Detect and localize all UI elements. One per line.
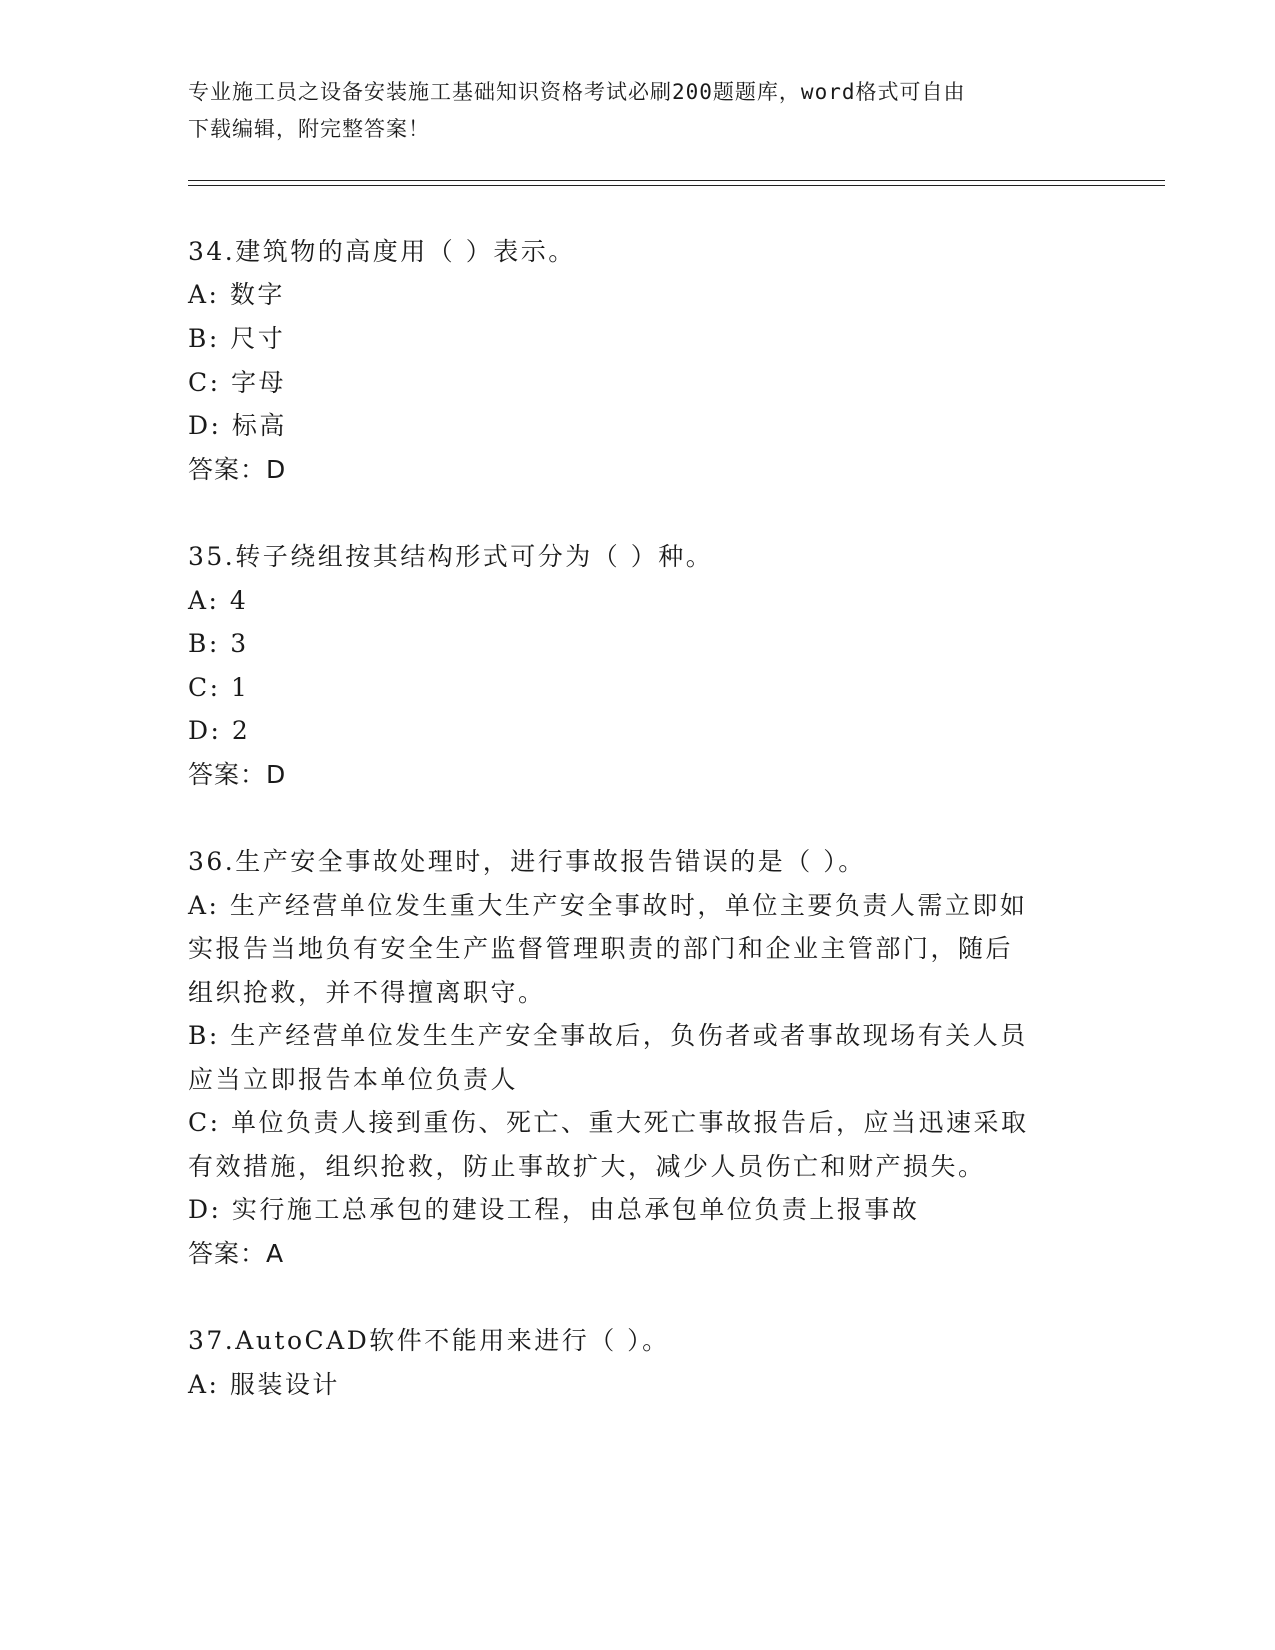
- header-line-2: 下载编辑，附完整答案！: [188, 117, 430, 141]
- question-34-option-b: B: 尺寸: [188, 324, 286, 353]
- question-34-option-c: C: 字母: [188, 368, 286, 397]
- question-37-option-a: A: 服装设计: [188, 1370, 340, 1399]
- question-36-option-b-line-1: B: 生产经营单位发生生产安全事故后，负伤者或者事故现场有关人员: [188, 1021, 1028, 1050]
- question-36-answer: 答案：A: [188, 1239, 285, 1268]
- question-35-stem: 35.转子绕组按其结构形式可分为（ ）种。: [188, 542, 714, 571]
- document-header: [188, 74, 1088, 148]
- question-34-stem: 34.建筑物的高度用（ ）表示。: [188, 237, 576, 266]
- question-35-option-b: B: 3: [188, 629, 249, 658]
- question-37-stem: 37.AutoCAD软件不能用来进行（ ）。: [188, 1326, 670, 1355]
- question-36-option-c-line-2: 有效措施，组织抢救，防止事故扩大，减少人员伤亡和财产损失。: [188, 1152, 986, 1181]
- question-35-option-d: D: 2: [188, 716, 251, 745]
- question-35-option-a: A: 4: [188, 586, 249, 615]
- question-36-option-a-line-2: 实报告当地负有安全生产监督管理职责的部门和企业主管部门，随后: [188, 934, 1014, 963]
- question-35-answer: 答案：D: [188, 760, 287, 789]
- header-line-1: 专业施工员之设备安装施工基础知识资格考试必刷200题题库，word格式可自由: [188, 80, 966, 104]
- question-35-option-c: C: 1: [188, 673, 250, 702]
- question-36-option-a-line-3: 组织抢救，并不得擅离职守。: [188, 978, 546, 1007]
- question-36-option-c-line-1: C: 单位负责人接到重伤、死亡、重大死亡事故报告后，应当迅速采取: [188, 1108, 1029, 1137]
- question-36-stem: 36.生产安全事故处理时，进行事故报告错误的是（ ）。: [188, 847, 866, 876]
- question-36-option-a-line-1: A: 生产经营单位发生重大生产安全事故时，单位主要负责人需立即如: [188, 891, 1028, 920]
- header-divider-bottom: [188, 185, 1165, 186]
- question-34-option-d: D: 标高: [188, 411, 287, 440]
- question-34-option-a: A: 数字: [188, 280, 285, 309]
- question-34-answer: 答案：D: [188, 455, 287, 484]
- question-36-option-b-line-2: 应当立即报告本单位负责人: [188, 1065, 519, 1094]
- header-divider-top: [188, 180, 1165, 181]
- question-36-option-d: D: 实行施工总承包的建设工程，由总承包单位负责上报事故: [188, 1195, 920, 1224]
